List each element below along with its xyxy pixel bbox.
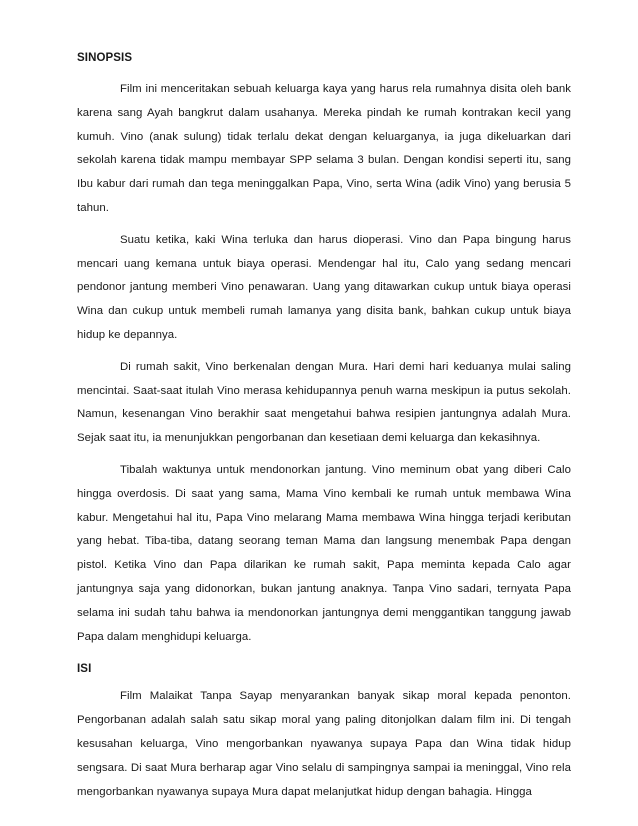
- paragraph: Suatu ketika, kaki Wina terluka dan harus dioperasi. Vino dan Papa bingung harus mencari uang kemana untuk biaya operasi. Mendengar hal itu, Calo yang sedang mencari pendonor jantung memberi Vino penawaran. Uang yang ditawarkan cukup untuk biaya operasi Wina dan cukup untuk membeli rumah lamanya yang disita bank, bahkan cukup untuk biaya hidup ke depannya.: [77, 233, 571, 341]
- paragraph: Film Malaikat Tanpa Sayap menyarankan banyak sikap moral kepada penonton. Pengorbanan adalah salah satu sikap moral yang paling ditonjolkan dalam film ini. Di tengah kesusahan keluarga, Vino mengorbankan nyawanya supaya Papa dan Wina tidak hidup sengsara. Di saat Mura berharap agar Vino selalu di sampingnya sampai ia meninggal, Vino rela mengorbankan nyawanya supaya Mura dapat melanjutkat hidup dengan bahagia. Hingga: [77, 690, 571, 798]
- paragraph: Di rumah sakit, Vino berkenalan dengan Mura. Hari demi hari keduanya mulai saling mencintai. Saat-saat itulah Vino merasa kehidupannya penuh warna meskipun ia putus sekolah. Namun, kesenangan Vino berakhir saat mengetahui bahwa resipien jantungnya adalah Mura. Sejak saat itu, ia menunjukkan pengorbanan dan kesetiaan demi keluarga dan kekasihnya.: [77, 360, 571, 445]
- section-heading-isi: ISI: [77, 663, 92, 676]
- section-heading-sinopsis: SINOPSIS: [77, 52, 133, 64]
- paragraph: Tibalah waktunya untuk mendonorkan jantung. Vino meminum obat yang diberi Calo hingga overdosis. Di saat yang sama, Mama Vino kembali ke rumah untuk membawa Wina kabur. Mengetahui hal itu, Papa Vino melarang Mama membawa Wina hingga terjadi keributan yang hebat. Tiba-tiba, datang seorang teman Mama dan langsung menembak Papa dengan pistol. Ketika Vino dan Papa dilarikan ke rumah sakit, Papa meminta kepada Calo agar jantungnya saja yang didonorkan, bukan jantung anaknya. Tanpa Vino sadari, ternyata Papa selama ini sudah tahu bahwa ia mendonorkan jantungnya demi menggantikan tanggung jawab Papa dalam menghidupi keluarga.: [77, 463, 571, 643]
- paragraph: Film ini menceritakan sebuah keluarga kaya yang harus rela rumahnya disita oleh bank karena sang Ayah bangkrut dalam usahanya. Mereka pindah ke rumah kontrakan kecil yang kumuh. Vino (anak sulung) tidak terlalu dekat dengan keluarganya, ia juga dikeluarkan dari sekolah karena tidak mampu membayar SPP selama 3 bulan. Dengan kondisi seperti itu, sang Ibu kabur dari rumah dan tega meninggalkan Papa, Vino, serta Wina (adik Vino) yang berusia 5 tahun.: [77, 83, 571, 214]
